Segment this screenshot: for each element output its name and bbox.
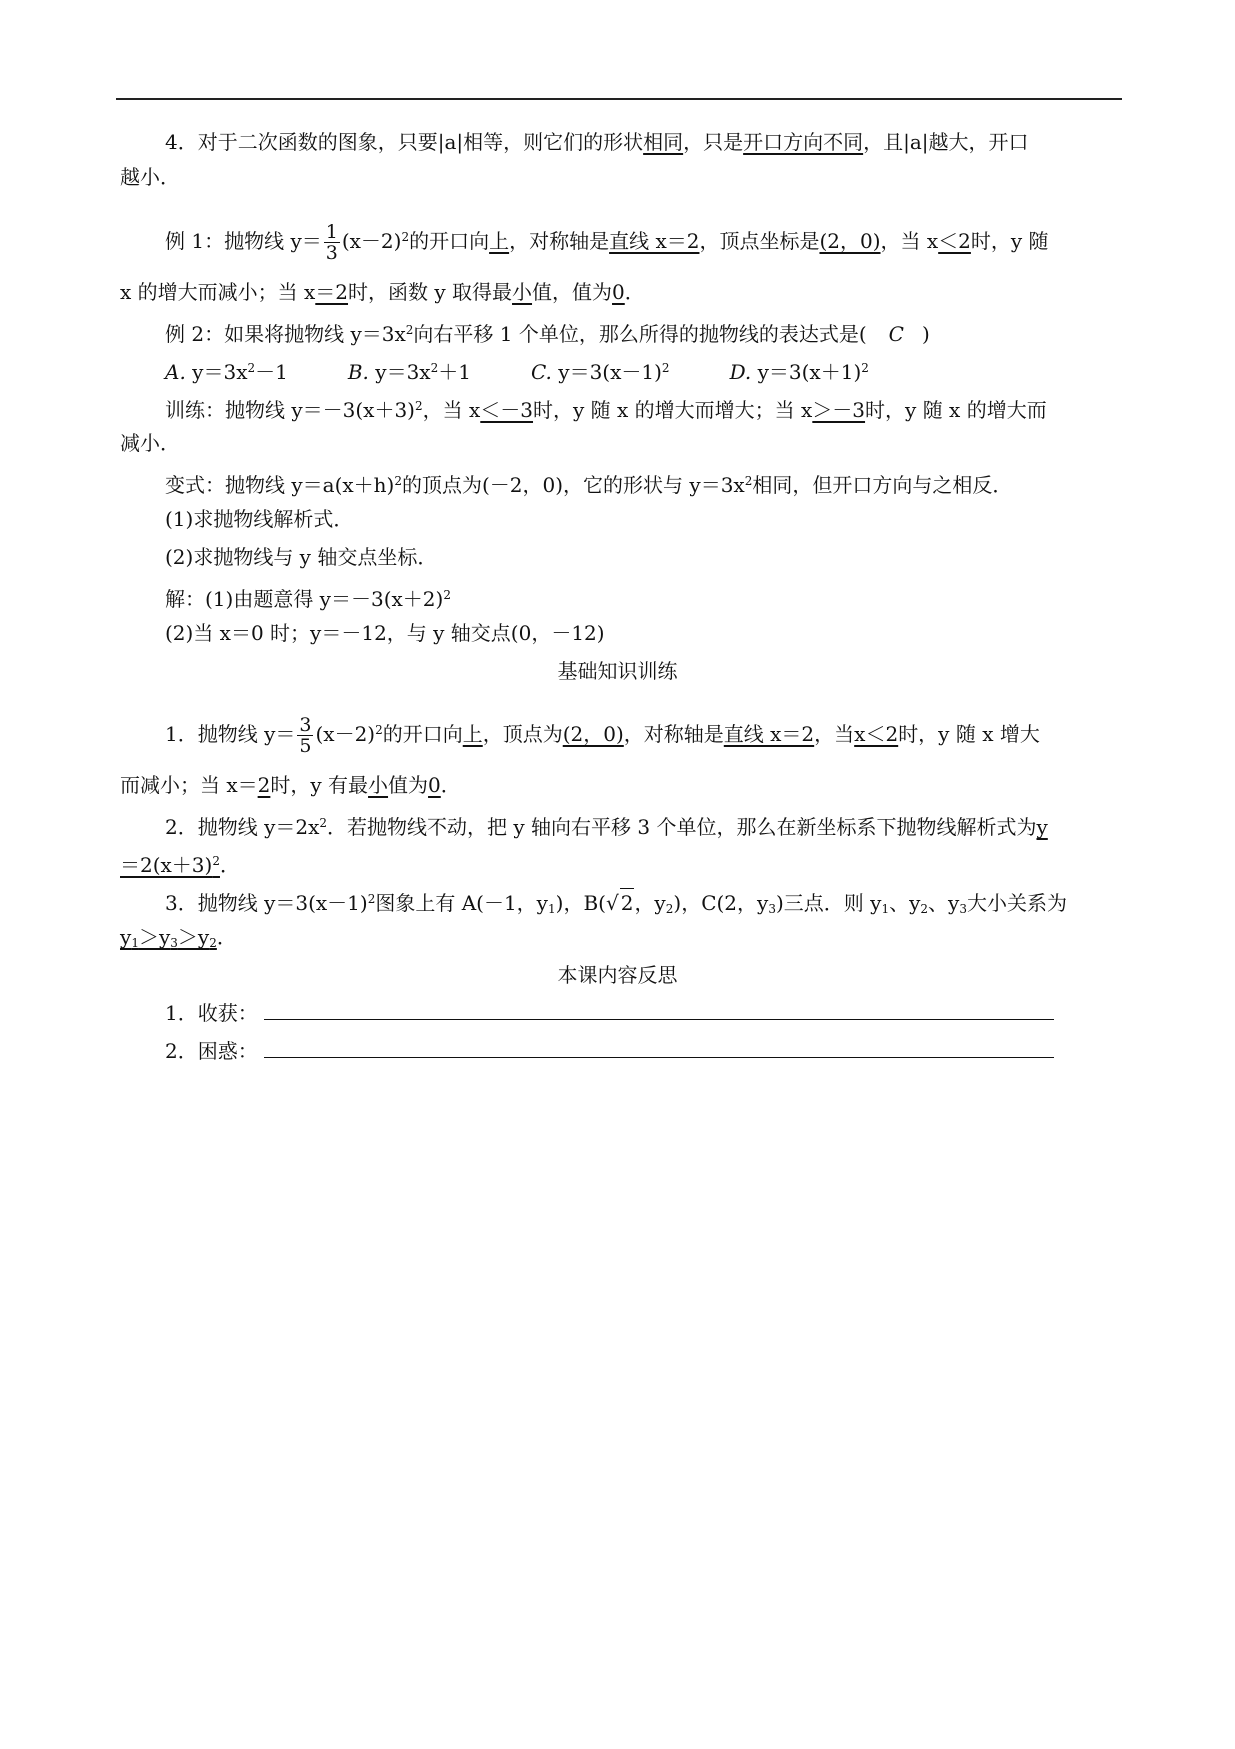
basic-q3-line2: $y_1>y_3>y_2$． [120,925,237,950]
fraction-one-third: $\frac{1}{3}$ [325,221,338,264]
top-rule [116,98,1122,100]
example-2-options: A. $y=3x^2-1$ B. $y=3x^2+1$ C. $y=3(x-1)^2$ D. $y=3(x+1)^2$ [165,360,869,384]
example-1-line1: 例 1：抛物线 y＝ $\frac{1}{3}$ $(x-2)^2$的开口向上，对称轴是直线 x＝2，顶点坐标是(2，0)，当 x＜2时，y 随 [165,221,1049,264]
basic-q3-line1: 3．抛物线 $y=3(x-1)^2$图象上有 A(－1，$y_1$)，B(√ 2，$y_2$)，C(2，$y_3$)三点．则 $y_1$、$y_2$、$y_3$大小关系为 [165,885,1165,923]
point-4-line2: 越小． [120,165,180,189]
example-1-line2: x 的增大而减小；当 x＝2时，函数 y 取得最小值，值为0． [120,280,645,304]
basic-training-heading: 基础知识训练 [557,659,678,683]
gain-blank-line[interactable] [264,1003,1054,1020]
basic-q2-line2: $=2(x+3)^2$． [120,853,240,877]
basic-q1-line1: 1．抛物线 y＝ $\frac{3}{5}$ $(x-2)^2$的开口向上，顶点为(2，0)，对称轴是直线 x＝2，当x＜2时，y 随 x 增大 [165,714,1040,757]
variant-solution-1: 解：(1)由题意得 $y=-3(x+2)^2$ [165,587,451,611]
variant-line: 变式：抛物线 $y=a(x+h)^2$的顶点为(－2，0)，它的形状与 $y=3x^2$相同，但开口方向与之相反． [165,473,1013,497]
point-4-line1: 4．对于二次函数的图象，只要|a|相等，则它们的形状相同，只是开口方向不同，且|a|越大，开口 [165,130,1029,154]
variant-question-2: (2)求抛物线与 y 轴交点坐标． [165,545,438,569]
training-line1: 训练：抛物线 $y=-3(x+3)^2$，当 x＜－3时，y 随 x 的增大而增大；当 x＞－3时，y 随 x 的增大而 [165,398,1047,422]
sqrt-symbol: √ [605,891,619,915]
variant-solution-2: (2)当 x＝0 时；y＝－12，与 y 轴交点(0，－12) [165,621,605,645]
training-line2: 减小． [120,431,180,455]
example-2-question: 例 2：如果将抛物线 $y=3x^2$向右平移 1 个单位，那么所得的抛物线的表达式是( C ) [165,322,930,346]
variant-question-1: (1)求抛物线解析式． [165,507,354,531]
reflection-gain: 1．收获： [165,999,1165,1027]
reflection-confusion: 2．困惑： [165,1037,1165,1065]
fraction-three-fifths: $\frac{3}{5}$ [299,714,312,757]
reflection-heading: 本课内容反思 [557,963,678,987]
confusion-blank-line[interactable] [264,1041,1054,1058]
basic-q1-line2: 而减小；当 x＝2时，y 有最小值为0． [120,773,461,797]
basic-q2-line1: 2．抛物线 $y=2x^2$．若抛物线不动，把 y 轴向右平移 3 个单位，那么在新坐标系下抛物线解析式为y [165,815,1048,839]
